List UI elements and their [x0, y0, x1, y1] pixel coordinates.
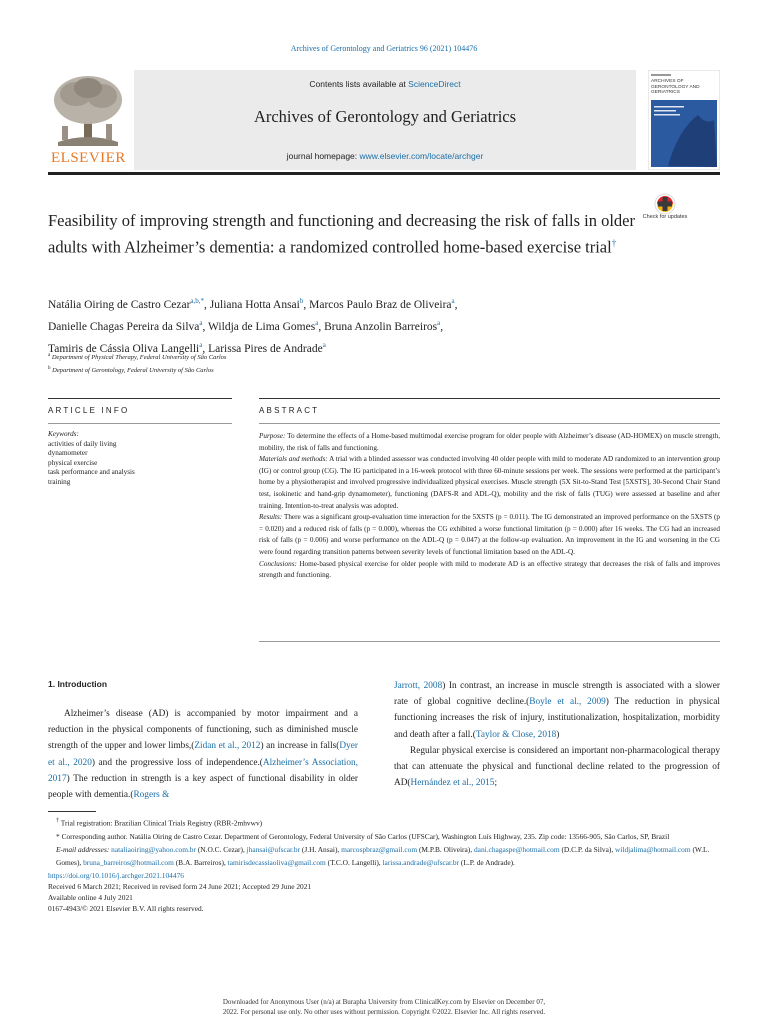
keyword-item: training [48, 477, 71, 486]
email-link[interactable]: larissa.andrade@ufscar.br [382, 858, 460, 868]
keywords-heading: Keywords: [48, 430, 79, 438]
article-info-subrule [48, 423, 232, 424]
author-separator: , [318, 320, 325, 333]
citation-link[interactable]: Hernández et al., 2015 [410, 778, 495, 789]
author-name[interactable]: Bruna Anzolin Barreiros [324, 320, 438, 333]
email-link[interactable]: tamirisdecassiaoliva@gmail.com [227, 858, 326, 868]
author-name[interactable]: Wildja de Lima Gomes [208, 320, 316, 333]
email-link[interactable]: wildjalima@hotmail.com [615, 844, 691, 854]
corresponding-author-footnote [48, 830, 720, 843]
affiliations [48, 350, 720, 376]
article-title [48, 210, 638, 259]
author-separator: , [202, 342, 209, 355]
author-affiliation-mark[interactable]: a [315, 318, 319, 327]
available-online-date: Available online 4 July 2021 [48, 893, 133, 902]
email-addresses [48, 843, 720, 869]
corresponding-author-text: Corresponding author. Natália Oiring de Castro Cezar. Department of Gerontology, Federal University of São Carlos (UFSCar), Washington Luís Highway, 235. Zip code: 13566-905, São Carlos, SP, Brazil [61, 831, 670, 841]
email-owner: (M.P.B. Oliveira), [417, 844, 474, 854]
title-footnote-mark[interactable]: † [611, 238, 617, 248]
download-watermark [0, 997, 768, 1017]
author-name[interactable]: Larissa Pires de Andrade [208, 342, 323, 355]
contents-prefix: Contents lists available at [309, 79, 409, 89]
citation-link[interactable]: Boyle et al., 2009 [529, 697, 606, 708]
abstract-section [259, 512, 720, 558]
intro-paragraph-2 [394, 743, 720, 792]
intro-paragraph-1-continued [394, 678, 720, 743]
abstract-section-text: There was a significant group-evaluation time interaction for the 5XSTS (p = 0.011). The IG demonstrated an improved performance on the 5XSTS (p = 0.020) and a reduced risk of falls (p = 0.000), whereas the CG exhibited a worse functional limitation (p = 0.000) after 16 weeks. The CG had an increased risk of falls (p = 0.006) and worse performance on the ADL-Q (p = 0.047) at the follow-up evaluation. An improvement in the IG and worsening in the CG were found regarding transition patterns between severity levels of functional limitation based on the ADL-Q. [259, 513, 720, 556]
author-separator: , [202, 320, 209, 333]
abstract-heading: ABSTRACT [259, 406, 320, 415]
email-link[interactable]: bruna_barreiros@hotmail.com [83, 858, 174, 868]
author-name[interactable]: Tamiris de Cássia Oliva Langelli [48, 342, 200, 355]
affiliation-key: b [48, 366, 51, 372]
body-text: ) The reduction in strength is a key aspect of functional disability in older people with dementia.( [48, 773, 358, 801]
email-link[interactable]: jhansai@ufscar.br [246, 844, 301, 854]
affiliation-item [48, 363, 720, 376]
elsevier-tree-icon [48, 70, 128, 150]
abstract-section-label: Purpose: [259, 432, 286, 440]
abstract-subrule [259, 423, 720, 424]
journal-title: Archives of Gerontology and Geriatrics [253, 107, 517, 126]
masthead-divider [48, 172, 720, 175]
trial-registration-text: Trial registration: Brazilian Clinical Trials Registry (RBR-2mhvwv) [60, 818, 263, 828]
author-affiliation-mark[interactable]: a [437, 318, 441, 327]
abstract-section-text: Home-based physical exercise for older people with mild to moderate AD is an effective strategy that decreases the risk of falls and improves strength and functioning. [259, 559, 720, 580]
journal-cover-thumbnail[interactable] [648, 70, 720, 170]
received-dates: Received 6 March 2021; Received in revised form 24 June 2021; Accepted 29 June 2021 [48, 882, 312, 891]
author-affiliation-mark[interactable]: a,b,* [190, 297, 205, 305]
trial-footnote-mark: † [56, 818, 60, 824]
copyright-line: 0167-4943/© 2021 Elsevier B.V. All rights reserved. [48, 904, 204, 913]
keywords-block [48, 430, 232, 488]
author-affiliation-mark[interactable]: b [299, 297, 304, 305]
affiliation-text: Department of Gerontology, Federal University of São Carlos [50, 367, 214, 375]
citation-link[interactable]: Zidan et al., 2012 [194, 741, 261, 752]
abstract-section-text: A trial with a blinded assessor was conducted involving 40 older people with mild to moderate AD randomized to an intervention group (IG) or control group (CG). The IG participated in a 16-week protocol with three 60-minute sessions per week. The sessions were performed at the participant’s home by a physiotherapist and involved progressive individualized physical exercises. Muscle strength (5X Sit-to-Stand Test [5XSTS], 30-Second Chair Stand test, isokinetic and hand-grip dynamometer), functioning (DAFS-R and ADL-Q), mobility and the risk of falls (TUG) were assessed at baseline and after training. Intention-to-treat analysis was adopted. [259, 455, 720, 510]
email-link[interactable]: marcospbraz@gmail.com [341, 844, 418, 854]
abstract-rule-top [259, 398, 720, 399]
email-owner: (W.L. Gomes), [56, 844, 710, 868]
author-name[interactable]: Danielle Chagas Pereira da Silva [48, 320, 200, 333]
body-text: Regular physical exercise is considered an important non-pharmacological therapy that can attenuate the physical and functional decline related to the progression of AD( [394, 745, 720, 789]
elsevier-wordmark: ELSEVIER [51, 150, 126, 166]
author-affiliation-mark[interactable]: a [199, 318, 203, 327]
abstract-body [259, 431, 720, 582]
author-name[interactable]: Juliana Hotta Ansai [209, 298, 300, 311]
doi-link[interactable]: https://doi.org/10.1016/j.archger.2021.104476 [48, 871, 184, 880]
email-link[interactable]: nataliaoiring@yahoo.com.br [111, 844, 196, 854]
author-name[interactable]: Marcos Paulo Braz de Oliveira [309, 298, 452, 311]
contents-line [134, 79, 636, 89]
email-link[interactable]: dani.chagaspe@hotmail.com [473, 844, 560, 854]
body-text: ) an increase in falls( [260, 741, 340, 752]
doi-block [48, 870, 720, 914]
body-text: ) and the progressive loss of independence.( [91, 757, 263, 768]
abstract-section [259, 454, 720, 512]
footnote-rule [48, 811, 96, 812]
abstract-section [259, 559, 720, 582]
check-for-updates-badge[interactable] [646, 193, 684, 233]
homepage-line [134, 151, 636, 161]
intro-column-left [48, 678, 358, 803]
article-title-text: Feasibility of improving strength and functioning and decreasing the risk of falls in older adults with Alzheimer’s dementia: a randomized controlled home-based exercise trial [48, 211, 635, 257]
citation-link[interactable]: Alzheimer’s Association, 2017 [48, 757, 358, 784]
abstract-section-text: To determine the effects of a Home-based multimodal exercise program for older people with Alzheimer’s disease (AD-HOMEX) on muscle strength, mobility, the risk of falls and functioning. [259, 432, 720, 452]
affiliation-key: a [48, 353, 51, 358]
email-owner: (L.P. de Andrade). [459, 858, 515, 868]
author-affiliation-mark[interactable]: a [322, 340, 326, 349]
trial-registration-footnote [48, 815, 720, 830]
author-affiliation-mark[interactable]: a [199, 340, 203, 349]
crossmark-icon [646, 193, 684, 215]
author-list [48, 292, 720, 357]
journal-masthead [48, 70, 720, 170]
email-owner: (D.C.P. da Silva), [559, 844, 616, 854]
abstract-section-label: Results: [259, 513, 283, 522]
author-separator: , [440, 320, 444, 333]
cover-title: ARCHIVES OF GERONTOLOGY AND GERIATRICS [651, 79, 700, 95]
intro-paragraph-1 [48, 706, 358, 803]
author-name[interactable]: Natália Oiring de Castro Cezar [48, 298, 191, 311]
keyword-item: task performance and analysis [48, 468, 135, 477]
abstract-section-label: Materials and methods: [259, 455, 328, 464]
body-text: Alzheimer’s disease (AD) is accompanied by motor impairment and a reduction in the physical components of functioning, such as diminished muscle strength of the upper and lower limbs,( [48, 709, 358, 752]
affiliation-item [48, 350, 720, 363]
citation-link[interactable]: Dyer et al., 2020 [48, 741, 358, 768]
abstract-section-label: Conclusions: [259, 559, 297, 568]
author-affiliation-mark[interactable]: a [451, 297, 455, 305]
article-info-heading: ARTICLE INFO [48, 406, 130, 415]
keyword-item: activities of daily living [48, 439, 117, 448]
crossmark-label: Check for updates [642, 214, 688, 220]
body-text: ) The reduction in physical functioning increases the risk of injury, institutionalization, hospitalization, morbidity and death after a fall.( [394, 697, 720, 740]
footnotes [48, 815, 720, 869]
article-info-rule [48, 398, 232, 399]
body-text: ) [556, 729, 560, 740]
email-label: E-mail addresses: [56, 844, 110, 854]
journal-citation-header[interactable]: Archives of Gerontology and Geriatrics 96 (2021) 104476 [290, 44, 478, 53]
email-owner: (B.A. Barreiros), [173, 858, 228, 868]
section-heading-introduction: 1. Introduction [48, 679, 108, 689]
citation-link[interactable]: Jarrott, 2008 [394, 681, 443, 691]
body-text: ; [494, 778, 498, 789]
download-note-line-2: 2022. For personal use only. No other uses without permission. Copyright ©2022. Elsevier Inc. All rights reserved. [222, 1008, 546, 1016]
journal-homepage-link[interactable]: www.elsevier.com/locate/archger [359, 151, 484, 161]
intro-column-right [394, 678, 720, 791]
author-separator: , [204, 298, 210, 311]
body-text: ) In contrast, an increase in muscle strength is associated with a slower rate of global cognitive decline.( [394, 681, 720, 708]
author-separator: , [303, 298, 310, 311]
journal-banner [134, 70, 636, 170]
elsevier-logo[interactable] [48, 70, 128, 170]
citation-link[interactable]: Rogers & [133, 790, 170, 801]
author-separator: , [454, 298, 458, 311]
email-owner: (N.O.C. Cezar), [195, 844, 247, 854]
citation-link[interactable]: Taylor & Close, 2018 [475, 729, 557, 740]
abstract-rule-bottom [259, 641, 720, 642]
abstract-section [259, 431, 720, 454]
keyword-item: dynamometer [48, 449, 88, 458]
email-owner: (T.C.O. Langelli), [325, 858, 383, 868]
corresponding-mark: * [56, 831, 60, 841]
keyword-item: physical exercise [48, 458, 98, 467]
affiliation-text: Department of Physical Therapy, Federal University of São Carlos [50, 354, 227, 362]
sciencedirect-link[interactable]: ScienceDirect [408, 79, 461, 89]
homepage-prefix: journal homepage: [286, 151, 360, 161]
download-note-line-1: Downloaded for Anonymous User (n/a) at Burapha University from ClinicalKey.com by Elsevier on December 07, [222, 998, 546, 1006]
email-owner: (J.H. Ansai), [300, 844, 342, 854]
